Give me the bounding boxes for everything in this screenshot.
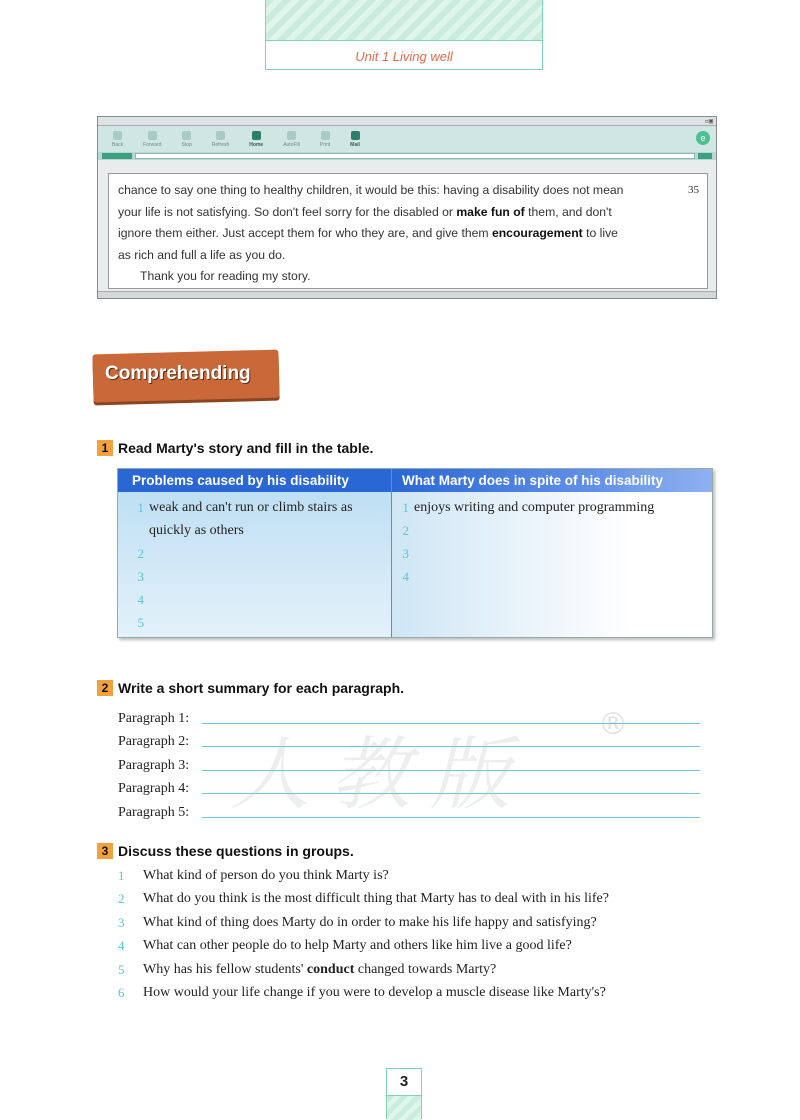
- question-item: [118, 934, 718, 957]
- question-item: [118, 911, 718, 934]
- question-number: 6: [118, 985, 125, 1001]
- window-buttons[interactable]: ▫▣: [704, 117, 713, 125]
- registered-mark: ®: [598, 707, 628, 742]
- section-3-heading: [97, 843, 354, 859]
- address-label: [102, 153, 132, 159]
- home-icon: [252, 131, 261, 140]
- paragraph-label: Paragraph 2:: [118, 734, 190, 749]
- row-number: 4: [402, 569, 409, 584]
- page-number: 3: [387, 1069, 421, 1096]
- row-number: [118, 519, 149, 542]
- mail-icon: [351, 131, 360, 140]
- question-number: 2: [118, 891, 125, 907]
- header-pattern: [266, 0, 542, 41]
- reading-line-2: your life is not satisfying. So don't feel sorry for the disabled or make fun of them, and don't: [118, 204, 612, 219]
- section-1-number: 1: [97, 440, 113, 456]
- summary-answer-line[interactable]: [202, 709, 700, 724]
- question-number: 3: [118, 914, 125, 930]
- badge-label: Comprehending: [105, 363, 251, 384]
- paragraph-label: Paragraph 1:: [118, 710, 190, 726]
- section-1-heading: [97, 440, 373, 456]
- table-row[interactable]: [118, 496, 391, 519]
- question-text: [143, 958, 496, 981]
- stop-button[interactable]: Stop: [181, 131, 191, 148]
- unit-label: Unit 1 Living well: [355, 49, 453, 64]
- autofill-icon: [287, 131, 296, 140]
- row-number: 3: [402, 546, 409, 561]
- table-row[interactable]: [392, 565, 712, 588]
- summary-answer-line[interactable]: [202, 756, 700, 771]
- comprehending-badge: [93, 352, 279, 402]
- back-icon: [113, 131, 122, 140]
- question-item: [118, 887, 718, 910]
- summary-row: [118, 727, 700, 751]
- horizontal-scrollbar[interactable]: [98, 291, 716, 298]
- table-row[interactable]: [392, 542, 712, 565]
- table-row[interactable]: [118, 611, 391, 634]
- problems-header: Problems caused by his disability: [118, 469, 391, 492]
- autofill-button[interactable]: AutoFill: [283, 131, 300, 148]
- watermark: 人教版: [230, 728, 530, 821]
- row-number: 3: [137, 569, 144, 584]
- row-number: 2: [402, 523, 409, 538]
- table-row[interactable]: [392, 519, 712, 542]
- go-button[interactable]: [698, 153, 712, 159]
- achievements-rows[interactable]: [392, 492, 712, 588]
- row-number: 1: [402, 500, 409, 515]
- summary-answer-line[interactable]: [202, 732, 700, 747]
- section-1-title: Read Marty's story and fill in the table.: [118, 440, 374, 456]
- summary-row: [118, 703, 700, 727]
- fill-in-table: [117, 468, 713, 638]
- question-number: 1: [118, 868, 125, 883]
- refresh-button[interactable]: Refresh: [212, 131, 230, 148]
- question-text-part: Why has his fellow students': [143, 961, 307, 977]
- page-number-pattern: [387, 1096, 421, 1120]
- address-input[interactable]: [135, 153, 695, 159]
- question-text-part: changed towards Marty?: [354, 961, 497, 977]
- question-text: What can other people do to help Marty and others like him live a good life?: [143, 938, 572, 954]
- question-number: 4: [118, 938, 125, 954]
- globe-icon[interactable]: e: [696, 131, 710, 145]
- reading-content: [108, 173, 708, 289]
- section-3-title: Discuss these questions in groups.: [118, 843, 354, 859]
- achievements-column: [392, 469, 712, 637]
- mail-button[interactable]: Mail: [350, 131, 360, 148]
- home-button[interactable]: Home: [249, 131, 263, 148]
- question-item: [118, 864, 718, 887]
- address-bar: [98, 152, 716, 160]
- discussion-questions: [118, 864, 718, 1004]
- row-number: 5: [137, 615, 144, 630]
- problems-column: [118, 469, 392, 637]
- section-3-number: 3: [97, 843, 113, 859]
- section-2-heading: [97, 680, 404, 696]
- summary-answer-line[interactable]: [202, 803, 700, 818]
- section-2-title: Write a short summary for each paragraph.: [118, 680, 405, 696]
- question-text: What kind of person do you think Marty is?: [143, 868, 389, 883]
- browser-titlebar: [98, 117, 716, 126]
- row-text: weak and can't run or climb stairs as: [149, 500, 353, 515]
- row-number: 1: [137, 500, 144, 515]
- question-item: [118, 958, 718, 981]
- question-item: [118, 981, 718, 1004]
- paragraph-label: Paragraph 4:: [118, 781, 190, 796]
- table-row[interactable]: [118, 588, 391, 611]
- page-number-tab: [386, 1068, 422, 1119]
- print-button[interactable]: Print: [320, 131, 330, 148]
- reading-line-5: Thank you for reading my story.: [140, 269, 311, 283]
- paragraph-label: Paragraph 3:: [118, 757, 190, 773]
- achievements-header: What Marty does in spite of his disability: [392, 469, 712, 492]
- row-number: 2: [137, 546, 144, 561]
- paragraph-label: Paragraph 5:: [118, 804, 190, 820]
- browser-toolbar: [98, 126, 716, 152]
- unit-header-tab: [265, 0, 543, 70]
- summary-row: [118, 750, 700, 774]
- problems-rows[interactable]: [118, 492, 391, 634]
- row-text: enjoys writing and computer programming: [414, 500, 655, 515]
- question-text: How would your life change if you were to develop a muscle disease like Marty's?: [143, 985, 606, 1001]
- forward-icon: [148, 131, 157, 140]
- table-row[interactable]: [118, 519, 391, 542]
- table-row[interactable]: [118, 565, 391, 588]
- reading-line-3: ignore them either. Just accept them for who they are, and give them encouragement to live: [118, 226, 618, 240]
- table-row[interactable]: [118, 542, 391, 565]
- question-text: What kind of thing does Marty do in order to make his life happy and satisfying?: [143, 914, 597, 930]
- summary-row: [118, 774, 700, 798]
- bold-term: conduct: [306, 961, 355, 977]
- print-icon: [321, 131, 330, 140]
- question-text: What do you think is the most difficult thing that Marty has to deal with in his life?: [143, 891, 609, 907]
- table-row[interactable]: [392, 496, 712, 519]
- row-number: 4: [137, 592, 144, 607]
- line-number: 35: [688, 184, 699, 196]
- summary-lines: [118, 703, 700, 821]
- refresh-icon: [216, 131, 225, 140]
- summary-answer-line[interactable]: [202, 779, 700, 794]
- section-2-number: 2: [97, 680, 113, 696]
- reading-line-1: chance to say one thing to healthy children, it would be this: having a disability does not mean: [118, 183, 624, 197]
- row-text: quickly as others: [149, 523, 244, 538]
- forward-button[interactable]: Forward: [143, 131, 161, 148]
- summary-row: [118, 797, 700, 821]
- reading-line-4: as rich and full a life as you do.: [118, 247, 286, 262]
- browser-window: [97, 116, 717, 299]
- stop-icon: [182, 131, 191, 140]
- question-number: 5: [118, 961, 125, 977]
- back-button[interactable]: Back: [112, 131, 123, 148]
